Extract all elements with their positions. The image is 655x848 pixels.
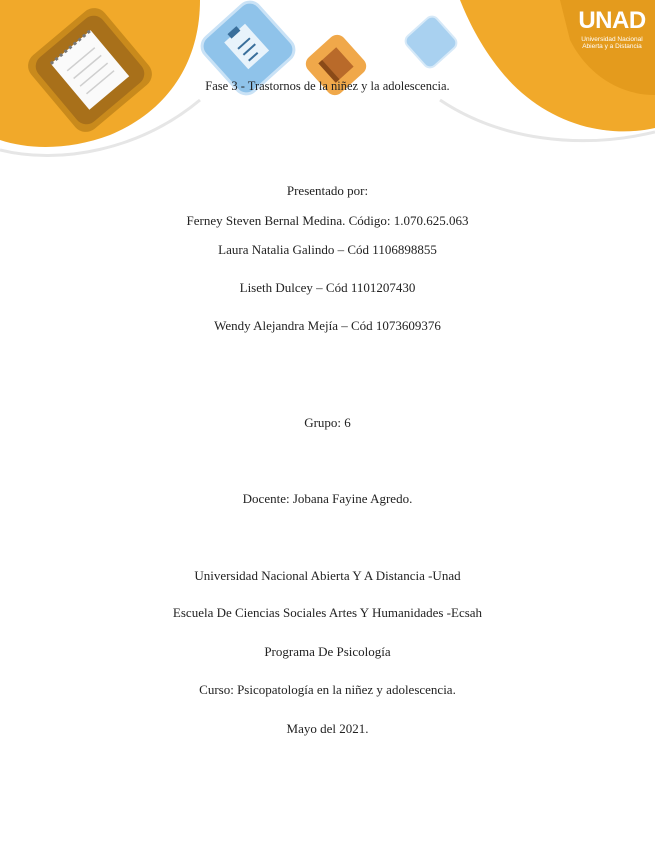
document-title: Fase 3 - Trastornos de la niñez y la adolescencia. <box>205 79 450 93</box>
author-line: Wendy Alejandra Mejía – Cód 1073609376 <box>214 318 441 333</box>
logo-wordmark: UNAD <box>578 7 646 34</box>
logo-subtitle-line2: Abierta y a Distancia <box>582 43 642 50</box>
author-line: Laura Natalia Galindo – Cód 1106898855 <box>218 242 437 257</box>
logo-subtitle-line1: Universidad Nacional <box>581 36 643 43</box>
logo-subtitle <box>574 36 650 50</box>
group-line: Grupo: 6 <box>304 415 351 430</box>
author-line: Liseth Dulcey – Cód 1101207430 <box>239 280 416 295</box>
teacher-line: Docente: Jobana Fayine Agredo. <box>242 491 413 506</box>
course-line: Curso: Psicopatología en la niñez y adolescencia. <box>199 682 456 697</box>
presented-by-label: Presentado por: <box>286 183 369 198</box>
unad-logo <box>574 6 650 50</box>
author-line: Ferney Steven Bernal Medina. Código: 1.070.625.063 <box>186 213 469 228</box>
school-line: Escuela De Ciencias Sociales Artes Y Humanidades -Ecsah <box>172 605 483 620</box>
blue-tile-decoration <box>403 14 459 70</box>
university-line: Universidad Nacional Abierta Y A Distancia -Unad <box>194 568 461 583</box>
date-line: Mayo del 2021. <box>286 721 369 736</box>
program-line: Programa De Psicología <box>264 644 391 659</box>
